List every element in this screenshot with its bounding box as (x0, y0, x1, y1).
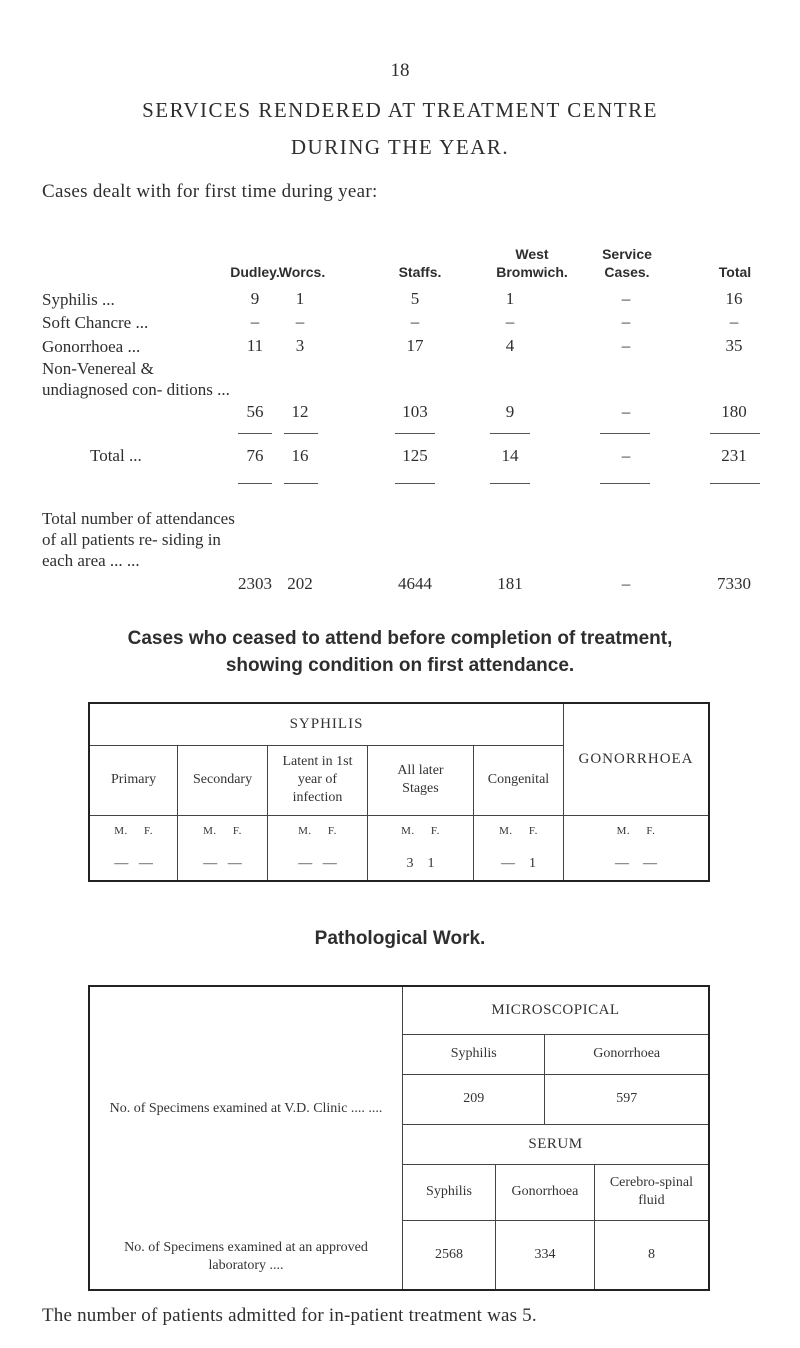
pathological-heading: Pathological Work. (314, 928, 486, 949)
cell-gonorrhoea-cases: – (621, 336, 631, 355)
cell-attend-worcs: 202 (287, 574, 313, 593)
total-rule (600, 483, 650, 484)
cell-chancre-bromwich: – (505, 312, 515, 331)
mf-label: M. F. (564, 815, 709, 847)
header-staffs: Staffs. (398, 264, 442, 280)
sum-rule (600, 433, 650, 434)
value-latent: — — (267, 847, 367, 881)
header-service: Service (602, 246, 652, 262)
microscopical-header: MICROSCOPICAL (403, 986, 710, 1034)
row-label-attendances: Total number of attendances of all patients re- siding in each area ... ... (42, 509, 235, 570)
serum-value-gonorrhoea: 334 (496, 1220, 595, 1290)
value-primary: — — (89, 847, 178, 881)
micro-col-gonorrhoea: Gonorrhoea (545, 1034, 709, 1074)
cell-gonorrhoea-dudley: 11 (246, 336, 264, 355)
footer-text: The number of patients admitted for in-patient treatment was 5. (42, 1305, 537, 1326)
cell-nonvd-worcs: 12 (291, 402, 309, 421)
col-secondary: Secondary (178, 745, 268, 815)
sum-rule (284, 433, 318, 434)
serum-col-csf: Cerebro-spinal fluid (594, 1164, 709, 1220)
col-primary: Primary (89, 745, 178, 815)
header-bromwich: Bromwich. (496, 264, 568, 280)
micro-value-gonorrhoea: 597 (545, 1074, 709, 1124)
cell-nonvd-total: 180 (721, 402, 747, 421)
mf-label: M. F. (89, 815, 178, 847)
col-later-stages: All later Stages (368, 745, 474, 815)
value-congenital: — 1 (473, 847, 563, 881)
sum-rule (710, 433, 760, 434)
cell-attend-bromwich: 181 (497, 574, 523, 593)
cell-chancre-worcs: – (295, 312, 305, 331)
pathological-table (88, 985, 710, 1291)
total-rule (395, 483, 435, 484)
page-number: 18 (390, 60, 410, 81)
value-gonorrhoea: — — (564, 847, 709, 881)
serum-col-syphilis: Syphilis (403, 1164, 496, 1220)
cell-attend-cases: – (621, 574, 631, 593)
header-west: West (515, 246, 549, 262)
ceased-heading-line-1: Cases who ceased to attend before completion of treatment, (127, 628, 673, 649)
value-later-stages: 3 1 (368, 847, 474, 881)
cell-chancre-staffs: – (410, 312, 420, 331)
cell-total-total: 231 (721, 446, 747, 465)
cell-syphilis-staffs: 5 (410, 289, 420, 308)
mf-label: M. F. (178, 815, 268, 847)
cell-attend-staffs: 4644 (398, 574, 432, 593)
cell-total-worcs: 16 (291, 446, 309, 465)
micro-value-syphilis: 209 (403, 1074, 545, 1124)
header-worcs: Worcs. (278, 264, 326, 280)
cell-gonorrhoea-staffs: 17 (406, 336, 424, 355)
intro-text: Cases dealt with for first time during year: (42, 181, 378, 202)
row-label-total: Total ... (90, 446, 142, 465)
vd-clinic-label: No. of Specimens examined at V.D. Clinic .... .... (89, 986, 403, 1124)
total-rule (710, 483, 760, 484)
mf-label: M. F. (267, 815, 367, 847)
cell-gonorrhoea-total: 35 (725, 336, 743, 355)
sum-rule (490, 433, 530, 434)
cell-attend-total: 7330 (717, 574, 751, 593)
cell-nonvd-bromwich: 9 (505, 402, 515, 421)
cell-nonvd-cases: – (621, 402, 631, 421)
cell-chancre-cases: – (621, 312, 631, 331)
cell-syphilis-dudley: 9 (250, 289, 260, 308)
cell-chancre-total: – (729, 312, 739, 331)
gonorrhoea-header: GONORRHOEA (564, 703, 709, 815)
cell-total-bromwich: 14 (501, 446, 519, 465)
lab-label: No. of Specimens examined at an approved laboratory .... (89, 1124, 403, 1290)
total-rule (238, 483, 272, 484)
header-dudley: Dudley. (230, 264, 280, 280)
serum-value-syphilis: 2568 (403, 1220, 496, 1290)
serum-value-csf: 8 (594, 1220, 709, 1290)
sum-rule (238, 433, 272, 434)
cell-total-cases: – (621, 446, 631, 465)
ceased-table (88, 702, 710, 882)
cell-syphilis-worcs: 1 (295, 289, 305, 308)
value-secondary: — — (178, 847, 268, 881)
cell-total-dudley: 76 (246, 446, 264, 465)
cell-gonorrhoea-bromwich: 4 (505, 336, 515, 355)
cell-nonvd-dudley: 56 (246, 402, 264, 421)
page-title-line-1: SERVICES RENDERED AT TREATMENT CENTRE (142, 98, 658, 122)
cell-syphilis-bromwich: 1 (505, 289, 515, 308)
cell-attend-dudley: 2303 (238, 574, 272, 593)
ceased-heading-line-2: showing condition on first attendance. (225, 655, 575, 676)
header-total: Total (718, 264, 752, 280)
col-latent: Latent in 1st year of infection (267, 745, 367, 815)
mf-label: M. F. (368, 815, 474, 847)
total-rule (490, 483, 530, 484)
micro-col-syphilis: Syphilis (403, 1034, 545, 1074)
sum-rule (395, 433, 435, 434)
serum-header: SERUM (403, 1124, 710, 1164)
row-label-soft-chancre: Soft Chancre ... (42, 313, 149, 332)
cell-syphilis-cases: – (621, 289, 631, 308)
row-label-syphilis: Syphilis ... (42, 290, 115, 309)
cell-gonorrhoea-worcs: 3 (295, 336, 305, 355)
header-cases: Cases. (604, 264, 650, 280)
col-congenital: Congenital (473, 745, 563, 815)
serum-col-gonorrhoea: Gonorrhoea (496, 1164, 595, 1220)
syphilis-header: SYPHILIS (89, 703, 564, 745)
cell-nonvd-staffs: 103 (402, 402, 428, 421)
cell-total-staffs: 125 (402, 446, 428, 465)
row-label-non-venereal: Non-Venereal & undiagnosed con- ditions ... (42, 359, 230, 399)
page-title-line-2: DURING THE YEAR. (290, 135, 510, 159)
row-label-gonorrhoea: Gonorrhoea ... (42, 337, 141, 356)
cell-chancre-dudley: – (250, 312, 260, 331)
total-rule (284, 483, 318, 484)
mf-label: M. F. (473, 815, 563, 847)
cell-syphilis-total: 16 (725, 289, 743, 308)
